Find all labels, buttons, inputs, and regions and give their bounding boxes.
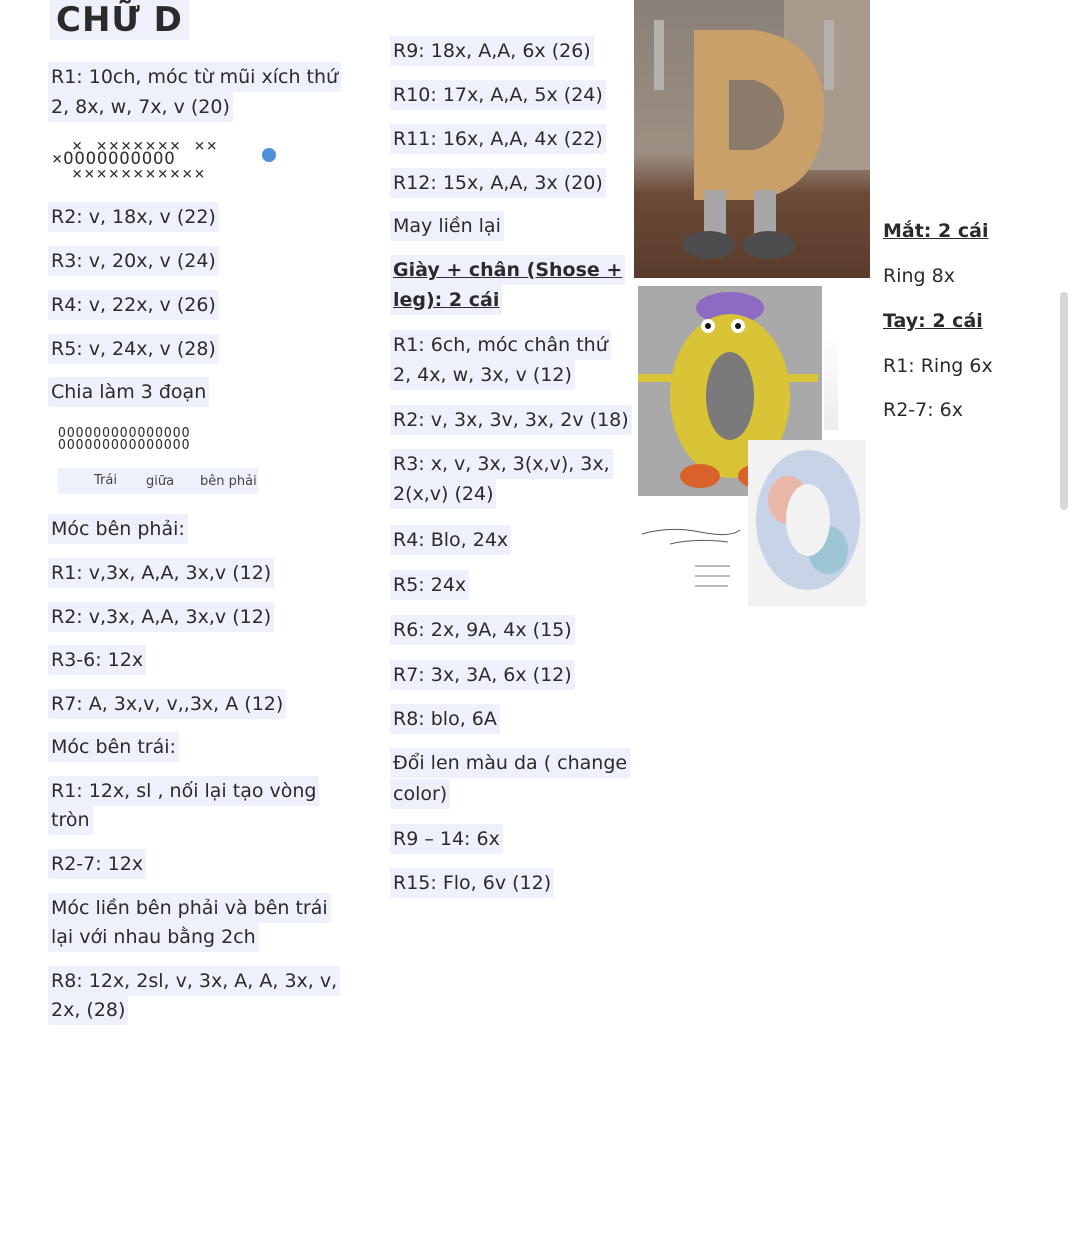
arms-r27: R2-7: 6x <box>883 399 964 421</box>
change-line2: color) <box>390 779 450 809</box>
s9: R9 – 14: 6x <box>390 824 503 854</box>
lt1-line1: R1: 12x, sl , nối lại tạo vòng <box>48 776 319 806</box>
left-side-heading: Móc bên trái: <box>48 732 179 762</box>
r11: R11: 16x, A,A, 4x (22) <box>390 124 606 154</box>
join-line2: lại với nhau bằng 2ch <box>48 922 259 952</box>
s1-line2: 2, 4x, w, 3x, v (12) <box>390 360 575 390</box>
r3: R3: v, 20x, v (24) <box>48 246 219 276</box>
pastel-ring-illustration <box>748 440 866 606</box>
page-title: CHỮ D <box>50 0 189 40</box>
arms-r1: R1: Ring 6x <box>883 355 993 377</box>
r1-line1: R1: 10ch, móc từ mũi xích thứ <box>48 62 341 92</box>
legend-middle: giữa <box>146 474 175 489</box>
join-line1: Móc liền bên phải và bên trái <box>48 893 331 923</box>
lt2: R2-7: 12x <box>48 849 146 879</box>
r4: R4: v, 22x, v (26) <box>48 290 219 320</box>
split-text: Chia làm 3 đoạn <box>48 377 209 407</box>
rp1: R1: v,3x, A,A, 3x,v (12) <box>48 558 274 588</box>
stitch-chart <box>52 136 292 188</box>
letter-d-doll-photo <box>634 0 870 278</box>
split-chart <box>58 426 268 460</box>
ovals-row-2: OOOOOOOOOOOOOOO <box>58 438 191 453</box>
rp3: R3-6: 12x <box>48 645 146 675</box>
legend-right: bên phải <box>200 474 257 489</box>
sketch-scribble <box>640 520 744 594</box>
sew-text: May liền lại <box>390 211 504 241</box>
s7: R7: 3x, 3A, 6x (12) <box>390 660 575 690</box>
right-side-heading: Móc bên phải: <box>48 514 188 544</box>
r8-line1: R8: 12x, 2sl, v, 3x, A, A, 3x, v, <box>48 966 340 996</box>
legend-left: Trái <box>94 473 117 488</box>
arms-heading: Tay: 2 cái <box>883 310 983 332</box>
r1-line2: 2, 8x, w, 7x, v (20) <box>48 92 233 122</box>
r5: R5: v, 24x, v (28) <box>48 334 219 364</box>
s1-line1: R1: 6ch, móc chân thứ <box>390 330 611 360</box>
split-legend <box>58 468 258 494</box>
r8-line2: 2x, (28) <box>48 995 128 1025</box>
s15: R15: Flo, 6v (12) <box>390 868 554 898</box>
doll-illustration <box>634 0 870 278</box>
rp2: R2: v,3x, A,A, 3x,v (12) <box>48 602 274 632</box>
s3-line2: 2(x,v) (24) <box>390 479 496 509</box>
s4: R4: Blo, 24x <box>390 525 511 555</box>
s2: R2: v, 3x, 3v, 3x, 2v (18) <box>390 405 632 435</box>
rp7: R7: A, 3x,v, v,,3x, A (12) <box>48 689 286 719</box>
r9: R9: 18x, A,A, 6x (26) <box>390 36 594 66</box>
r2: R2: v, 18x, v (22) <box>48 202 219 232</box>
r10: R10: 17x, A,A, 5x (24) <box>390 80 606 110</box>
change-line1: Đổi len màu da ( change <box>390 748 630 778</box>
chart-bottom-row: ××××××××××× <box>72 164 207 184</box>
chart-middle-row: ×OOOOOOOOOO <box>52 149 176 169</box>
eyes-rounds: Ring 8x <box>883 265 955 287</box>
s6: R6: 2x, 9A, 4x (15) <box>390 615 575 645</box>
shoes-heading-line1: Giày + chân (Shose + <box>390 255 625 285</box>
eyes-heading: Mắt: 2 cái <box>883 220 989 242</box>
ovals-row-1: OOOOOOOOOOOOOOO <box>58 426 191 441</box>
chart-end-icon <box>262 148 276 162</box>
vertical-scrollbar[interactable] <box>1060 292 1068 510</box>
s5: R5: 24x <box>390 570 469 600</box>
sketch-note <box>640 520 744 594</box>
pastel-ring-photo <box>748 440 866 606</box>
shoes-heading-line2: leg): 2 cái <box>390 285 502 315</box>
s8: R8: blo, 6A <box>390 704 500 734</box>
sketch-vertical-note <box>824 330 838 430</box>
chart-top-row: × ××××××× ×× <box>72 136 219 156</box>
lt1-line2: tròn <box>48 805 93 835</box>
s3-line1: R3: x, v, 3x, 3(x,v), 3x, <box>390 449 613 479</box>
r12: R12: 15x, A,A, 3x (20) <box>390 168 606 198</box>
